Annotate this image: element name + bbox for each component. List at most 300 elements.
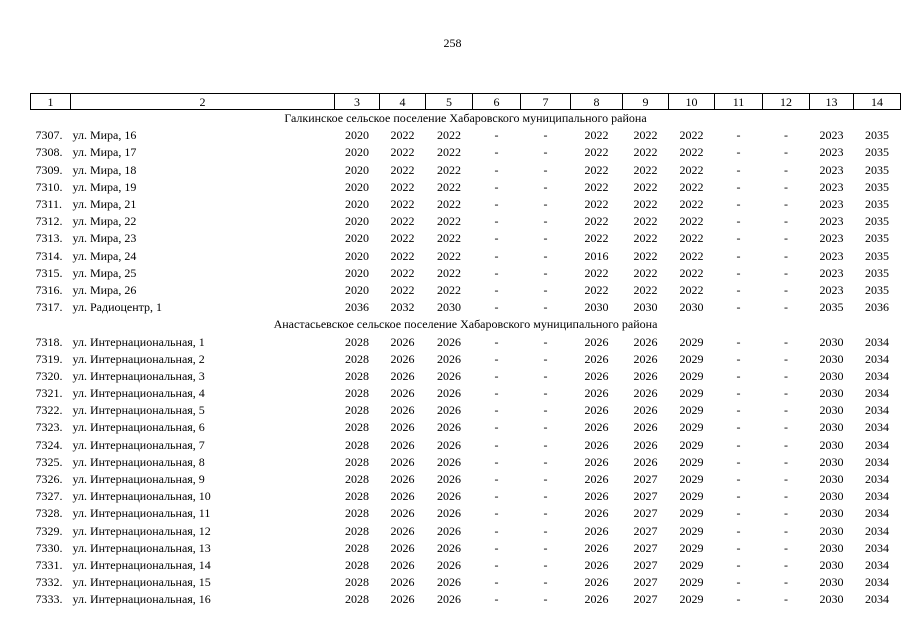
value-cell-col-14: 2035 [865, 128, 889, 143]
value-cell-col-14: 2035 [865, 248, 889, 263]
value-cell-col-13: 2030 [819, 454, 844, 469]
address-cell: ул. Мира, 21 [72, 197, 137, 212]
value-cell-col-13: 2035 [819, 300, 844, 315]
value-cell-col-7: - [543, 454, 548, 469]
value-cell-col-11: - [736, 403, 741, 418]
value-cell-col-8: 2026 [584, 540, 609, 555]
column-header-12: 12 [763, 94, 810, 110]
value-cell-col-5: 2022 [437, 248, 461, 263]
value-cell-col-10: 2029 [679, 523, 704, 538]
value-cell-col-9: 2022 [633, 162, 658, 177]
value-cell-col-8: 2022 [584, 214, 609, 229]
value-cell-col-14: 2034 [865, 351, 889, 366]
value-cell-col-12: - [784, 472, 788, 487]
value-cell-col-12: - [784, 523, 788, 538]
value-cell-col-12: - [784, 506, 788, 521]
value-cell-col-5: 2026 [437, 540, 461, 555]
value-cell-col-7: - [543, 128, 548, 143]
address-cell: ул. Интернациональная, 12 [72, 523, 211, 538]
value-cell-col-13: 2030 [819, 472, 844, 487]
table-row [31, 127, 901, 144]
value-cell-col-4: 2022 [390, 265, 415, 280]
value-cell-col-12: - [784, 557, 788, 572]
value-cell-col-12: - [784, 489, 788, 504]
value-cell-col-10: 2029 [679, 592, 704, 607]
address-cell: ул. Интернациональная, 10 [72, 489, 211, 504]
value-cell-col-10: 2029 [679, 506, 704, 521]
value-cell-col-8: 2026 [584, 386, 609, 401]
row-number: 7333. [35, 592, 63, 607]
value-cell-col-9: 2022 [633, 214, 658, 229]
value-cell-col-13: 2023 [819, 162, 844, 177]
table-row [31, 282, 901, 299]
value-cell-col-12: - [784, 592, 788, 607]
value-cell-col-10: 2022 [679, 248, 704, 263]
value-cell-col-12: - [784, 214, 788, 229]
value-cell-col-8: 2022 [584, 265, 609, 280]
table-row [31, 419, 901, 436]
value-cell-col-4: 2022 [390, 231, 415, 246]
value-cell-col-11: - [736, 489, 741, 504]
value-cell-col-9: 2027 [633, 557, 658, 572]
value-cell-col-9: 2022 [633, 248, 658, 263]
value-cell-col-12: - [784, 540, 788, 555]
value-cell-col-7: - [543, 351, 548, 366]
value-cell-col-5: 2026 [437, 575, 461, 590]
table-row [31, 299, 901, 316]
value-cell-col-12: - [784, 454, 788, 469]
value-cell-col-6: - [494, 437, 499, 452]
value-cell-col-8: 2022 [584, 231, 609, 246]
value-cell-col-8: 2022 [584, 282, 609, 297]
value-cell-col-5: 2022 [437, 265, 461, 280]
address-cell: ул. Мира, 18 [72, 162, 137, 177]
address-cell: ул. Интернациональная, 14 [72, 557, 211, 572]
value-cell-col-12: - [784, 368, 788, 383]
value-cell-col-3: 2020 [345, 145, 369, 160]
table-row [31, 557, 901, 574]
table-row [31, 144, 901, 161]
value-cell-col-11: - [736, 386, 741, 401]
column-header-8: 8 [571, 94, 623, 110]
value-cell-col-13: 2023 [819, 197, 844, 212]
value-cell-col-10: 2022 [679, 231, 704, 246]
value-cell-col-6: - [494, 472, 499, 487]
value-cell-col-9: 2027 [633, 540, 658, 555]
value-cell-col-13: 2023 [819, 282, 844, 297]
value-cell-col-10: 2029 [679, 437, 704, 452]
value-cell-col-9: 2027 [633, 575, 658, 590]
value-cell-col-5: 2022 [437, 162, 461, 177]
value-cell-col-12: - [784, 282, 788, 297]
value-cell-col-4: 2026 [390, 437, 415, 452]
value-cell-col-8: 2026 [584, 351, 609, 366]
value-cell-col-3: 2020 [345, 162, 369, 177]
table-row [31, 265, 901, 282]
value-cell-col-7: - [543, 300, 548, 315]
value-cell-col-10: 2022 [679, 265, 704, 280]
row-number: 7332. [35, 575, 63, 590]
value-cell-col-6: - [494, 214, 499, 229]
value-cell-col-7: - [543, 162, 548, 177]
value-cell-col-7: - [543, 575, 548, 590]
value-cell-col-7: - [543, 282, 548, 297]
address-cell: ул. Интернациональная, 16 [72, 592, 211, 607]
value-cell-col-11: - [736, 472, 741, 487]
value-cell-col-10: 2022 [679, 282, 704, 297]
address-cell: ул. Мира, 17 [72, 145, 137, 160]
value-cell-col-14: 2034 [865, 523, 889, 538]
row-number: 7310. [35, 179, 63, 194]
table-row [31, 368, 901, 385]
value-cell-col-5: 2022 [437, 214, 461, 229]
value-cell-col-3: 2028 [345, 523, 369, 538]
value-cell-col-5: 2026 [437, 334, 461, 349]
value-cell-col-13: 2030 [819, 351, 844, 366]
table-row [31, 488, 901, 505]
row-number: 7311. [35, 197, 63, 212]
row-number: 7319. [35, 351, 63, 366]
value-cell-col-9: 2027 [633, 489, 658, 504]
value-cell-col-10: 2029 [679, 575, 704, 590]
value-cell-col-6: - [494, 489, 499, 504]
row-number: 7327. [35, 489, 63, 504]
value-cell-col-5: 2022 [437, 197, 461, 212]
value-cell-col-6: - [494, 265, 499, 280]
value-cell-col-10: 2022 [679, 214, 704, 229]
value-cell-col-12: - [784, 386, 788, 401]
value-cell-col-8: 2026 [584, 489, 609, 504]
value-cell-col-8: 2026 [584, 557, 609, 572]
row-number: 7325. [35, 454, 63, 469]
column-header-14: 14 [854, 94, 901, 110]
value-cell-col-6: - [494, 145, 499, 160]
value-cell-col-14: 2034 [865, 557, 889, 572]
table-row [31, 213, 901, 230]
value-cell-col-14: 2034 [865, 386, 889, 401]
value-cell-col-10: 2029 [679, 351, 704, 366]
value-cell-col-3: 2028 [345, 592, 369, 607]
table-row [31, 471, 901, 488]
value-cell-col-6: - [494, 557, 499, 572]
value-cell-col-8: 2026 [584, 506, 609, 521]
value-cell-col-3: 2020 [345, 214, 369, 229]
value-cell-col-4: 2026 [390, 386, 415, 401]
row-number: 7315. [35, 265, 63, 280]
value-cell-col-7: - [543, 557, 548, 572]
value-cell-col-5: 2026 [437, 592, 461, 607]
table-row [31, 437, 901, 454]
value-cell-col-7: - [543, 368, 548, 383]
value-cell-col-13: 2030 [819, 368, 844, 383]
value-cell-col-3: 2028 [345, 437, 369, 452]
value-cell-col-11: - [736, 162, 741, 177]
value-cell-col-10: 2022 [679, 162, 704, 177]
row-number: 7309. [35, 162, 63, 177]
column-header-11: 11 [715, 94, 763, 110]
value-cell-col-3: 2028 [345, 420, 369, 435]
value-cell-col-9: 2026 [633, 403, 658, 418]
row-number: 7308. [35, 145, 63, 160]
value-cell-col-5: 2022 [437, 282, 461, 297]
value-cell-col-4: 2026 [390, 472, 415, 487]
value-cell-col-6: - [494, 231, 499, 246]
value-cell-col-13: 2023 [819, 128, 844, 143]
value-cell-col-13: 2030 [819, 489, 844, 504]
value-cell-col-7: - [543, 523, 548, 538]
value-cell-col-6: - [494, 454, 499, 469]
address-cell: ул. Интернациональная, 5 [72, 403, 205, 418]
schedule-table [30, 93, 901, 608]
row-number: 7330. [35, 540, 63, 555]
value-cell-col-5: 2026 [437, 489, 461, 504]
value-cell-col-7: - [543, 231, 548, 246]
value-cell-col-10: 2029 [679, 472, 704, 487]
value-cell-col-4: 2026 [390, 368, 415, 383]
value-cell-col-6: - [494, 368, 499, 383]
value-cell-col-3: 2020 [345, 282, 369, 297]
value-cell-col-14: 2034 [865, 592, 889, 607]
value-cell-col-14: 2035 [865, 197, 889, 212]
value-cell-col-4: 2026 [390, 506, 415, 521]
address-cell: ул. Интернациональная, 1 [72, 334, 205, 349]
value-cell-col-12: - [784, 403, 788, 418]
value-cell-col-3: 2028 [345, 472, 369, 487]
value-cell-col-3: 2020 [345, 179, 369, 194]
value-cell-col-4: 2022 [390, 179, 415, 194]
address-cell: ул. Интернациональная, 15 [72, 575, 211, 590]
value-cell-col-4: 2032 [390, 300, 415, 315]
value-cell-col-6: - [494, 300, 499, 315]
value-cell-col-13: 2030 [819, 420, 844, 435]
value-cell-col-7: - [543, 197, 548, 212]
column-header-6: 6 [473, 94, 521, 110]
column-header-7: 7 [521, 94, 571, 110]
value-cell-col-8: 2026 [584, 420, 609, 435]
address-cell: ул. Мира, 24 [72, 248, 137, 263]
value-cell-col-5: 2026 [437, 368, 461, 383]
value-cell-col-11: - [736, 265, 741, 280]
row-number: 7322. [35, 403, 63, 418]
address-cell: ул. Интернациональная, 3 [72, 368, 205, 383]
value-cell-col-7: - [543, 472, 548, 487]
value-cell-col-14: 2034 [865, 368, 889, 383]
address-cell: ул. Интернациональная, 4 [72, 386, 205, 401]
row-number: 7329. [35, 523, 63, 538]
value-cell-col-3: 2020 [345, 248, 369, 263]
address-cell: ул. Интернациональная, 11 [72, 506, 211, 521]
table-row [31, 402, 901, 419]
value-cell-col-9: 2022 [633, 145, 658, 160]
value-cell-col-11: - [736, 557, 741, 572]
value-cell-col-7: - [543, 592, 548, 607]
row-number: 7321. [35, 386, 63, 401]
value-cell-col-14: 2034 [865, 575, 889, 590]
value-cell-col-4: 2026 [390, 557, 415, 572]
value-cell-col-9: 2022 [633, 128, 658, 143]
value-cell-col-8: 2026 [584, 437, 609, 452]
column-header-1: 1 [31, 94, 71, 110]
value-cell-col-14: 2036 [865, 300, 889, 315]
value-cell-col-10: 2029 [679, 334, 704, 349]
value-cell-col-6: - [494, 128, 499, 143]
value-cell-col-3: 2028 [345, 489, 369, 504]
value-cell-col-14: 2034 [865, 506, 889, 521]
value-cell-col-4: 2026 [390, 420, 415, 435]
row-number: 7324. [35, 437, 63, 452]
row-number: 7312. [35, 214, 63, 229]
value-cell-col-8: 2026 [584, 334, 609, 349]
value-cell-col-14: 2034 [865, 489, 889, 504]
value-cell-col-13: 2023 [819, 214, 844, 229]
value-cell-col-13: 2023 [819, 248, 844, 263]
value-cell-col-7: - [543, 489, 548, 504]
value-cell-col-5: 2022 [437, 179, 461, 194]
table-row [31, 248, 901, 265]
value-cell-col-4: 2026 [390, 351, 415, 366]
value-cell-col-13: 2030 [819, 592, 844, 607]
value-cell-col-8: 2026 [584, 454, 609, 469]
value-cell-col-14: 2034 [865, 403, 889, 418]
value-cell-col-13: 2030 [819, 386, 844, 401]
value-cell-col-11: - [736, 351, 741, 366]
section-title: Анастасьевское сельское поселение Хабаровского муниципального района [273, 317, 658, 332]
value-cell-col-10: 2029 [679, 489, 704, 504]
value-cell-col-10: 2022 [679, 197, 704, 212]
value-cell-col-10: 2029 [679, 557, 704, 572]
value-cell-col-12: - [784, 265, 788, 280]
value-cell-col-10: 2029 [679, 540, 704, 555]
value-cell-col-4: 2026 [390, 592, 415, 607]
value-cell-col-11: - [736, 437, 741, 452]
row-number: 7313. [35, 231, 63, 246]
value-cell-col-9: 2022 [633, 197, 658, 212]
value-cell-col-12: - [784, 437, 788, 452]
value-cell-col-3: 2028 [345, 403, 369, 418]
value-cell-col-8: 2022 [584, 145, 609, 160]
page-number: 258 [443, 36, 462, 50]
value-cell-col-11: - [736, 540, 741, 555]
value-cell-col-8: 2026 [584, 403, 609, 418]
value-cell-col-13: 2023 [819, 145, 844, 160]
value-cell-col-13: 2030 [819, 506, 844, 521]
value-cell-col-12: - [784, 128, 788, 143]
value-cell-col-3: 2028 [345, 506, 369, 521]
value-cell-col-9: 2022 [633, 282, 658, 297]
value-cell-col-6: - [494, 506, 499, 521]
value-cell-col-12: - [784, 145, 788, 160]
value-cell-col-11: - [736, 592, 741, 607]
value-cell-col-11: - [736, 248, 741, 263]
section-header-row [31, 316, 901, 333]
value-cell-col-11: - [736, 197, 741, 212]
value-cell-col-12: - [784, 231, 788, 246]
address-cell: ул. Мира, 25 [72, 265, 137, 280]
value-cell-col-4: 2026 [390, 489, 415, 504]
table-row [31, 162, 901, 179]
value-cell-col-10: 2029 [679, 386, 704, 401]
value-cell-col-11: - [736, 128, 741, 143]
value-cell-col-9: 2027 [633, 592, 658, 607]
value-cell-col-9: 2022 [633, 231, 658, 246]
value-cell-col-14: 2035 [865, 214, 889, 229]
value-cell-col-6: - [494, 523, 499, 538]
row-number: 7328. [35, 506, 63, 521]
value-cell-col-3: 2028 [345, 351, 369, 366]
value-cell-col-7: - [543, 334, 548, 349]
value-cell-col-3: 2028 [345, 368, 369, 383]
value-cell-col-8: 2026 [584, 368, 609, 383]
value-cell-col-4: 2026 [390, 540, 415, 555]
value-cell-col-7: - [543, 248, 548, 263]
value-cell-col-10: 2022 [679, 145, 704, 160]
value-cell-col-14: 2035 [865, 282, 889, 297]
value-cell-col-4: 2022 [390, 162, 415, 177]
value-cell-col-13: 2030 [819, 540, 844, 555]
value-cell-col-5: 2022 [437, 128, 461, 143]
address-cell: ул. Мира, 23 [72, 231, 137, 246]
column-header-3: 3 [335, 94, 380, 110]
row-number: 7307. [35, 128, 63, 143]
value-cell-col-3: 2036 [345, 300, 369, 315]
value-cell-col-13: 2030 [819, 334, 844, 349]
value-cell-col-8: 2022 [584, 162, 609, 177]
value-cell-col-13: 2023 [819, 231, 844, 246]
row-number: 7331. [35, 557, 63, 572]
value-cell-col-4: 2026 [390, 523, 415, 538]
value-cell-col-6: - [494, 351, 499, 366]
value-cell-col-7: - [543, 214, 548, 229]
value-cell-col-9: 2027 [633, 523, 658, 538]
column-header-9: 9 [623, 94, 669, 110]
value-cell-col-9: 2027 [633, 506, 658, 521]
value-cell-col-4: 2022 [390, 197, 415, 212]
value-cell-col-11: - [736, 179, 741, 194]
header-row [31, 94, 901, 110]
value-cell-col-11: - [736, 506, 741, 521]
value-cell-col-11: - [736, 282, 741, 297]
address-cell: ул. Мира, 22 [72, 214, 137, 229]
value-cell-col-3: 2028 [345, 575, 369, 590]
value-cell-col-9: 2027 [633, 472, 658, 487]
value-cell-col-3: 2028 [345, 454, 369, 469]
value-cell-col-7: - [543, 420, 548, 435]
value-cell-col-14: 2034 [865, 540, 889, 555]
value-cell-col-11: - [736, 368, 741, 383]
table-header [31, 94, 901, 110]
value-cell-col-4: 2026 [390, 403, 415, 418]
value-cell-col-3: 2028 [345, 540, 369, 555]
value-cell-col-14: 2034 [865, 334, 889, 349]
value-cell-col-5: 2026 [437, 437, 461, 452]
value-cell-col-6: - [494, 592, 499, 607]
value-cell-col-12: - [784, 300, 788, 315]
value-cell-col-12: - [784, 420, 788, 435]
value-cell-col-5: 2026 [437, 454, 461, 469]
section-header-row [31, 110, 901, 128]
table-row [31, 574, 901, 591]
column-header-13: 13 [810, 94, 854, 110]
value-cell-col-12: - [784, 179, 788, 194]
row-number: 7317. [35, 300, 63, 315]
value-cell-col-14: 2035 [865, 265, 889, 280]
value-cell-col-3: 2020 [345, 197, 369, 212]
value-cell-col-11: - [736, 214, 741, 229]
value-cell-col-11: - [736, 420, 741, 435]
column-header-10: 10 [669, 94, 715, 110]
value-cell-col-9: 2026 [633, 454, 658, 469]
value-cell-col-7: - [543, 179, 548, 194]
